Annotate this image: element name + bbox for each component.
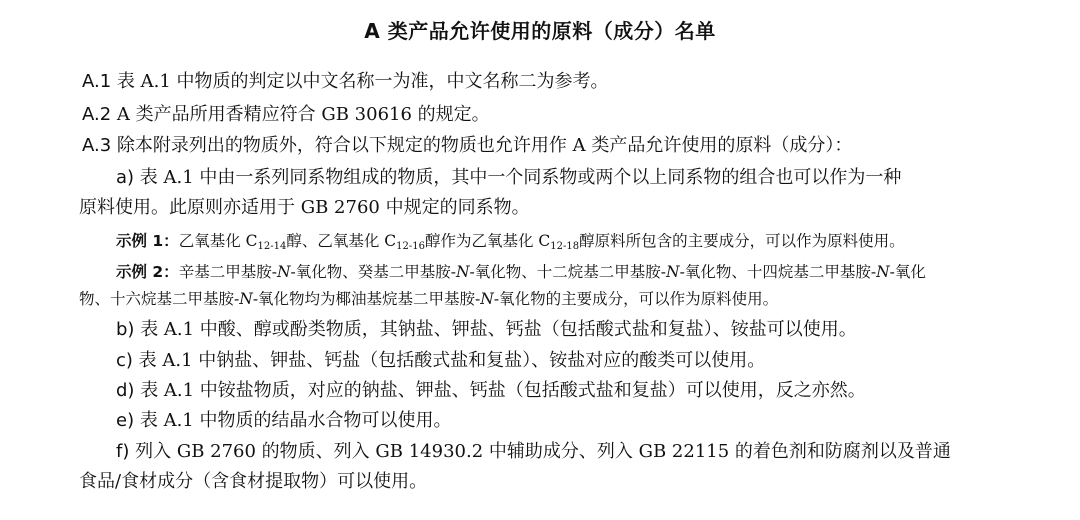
paragraph-a-line-2 xyxy=(79,196,530,220)
example-1 xyxy=(116,230,905,252)
paragraph-a-label: a) xyxy=(116,167,135,188)
example-2-line-2-part-4: N xyxy=(480,290,494,308)
example-2-line-2-part-5: -氧化物的主要成分，可以作为原料使用。 xyxy=(493,290,779,308)
paragraph-d-text: 表 A.1 中铵盐物质，对应的钠盐、钾盐、钙盐（包括酸式盐和复盐）可以使用，反之亦然。 xyxy=(140,380,866,401)
item-a1-text: 表 A.1 中物质的判定以中文名称一为准，中文名称二为参考。 xyxy=(111,71,609,92)
paragraph-f-text-2: 食品/食材成分（含食材提取物）可以使用。 xyxy=(79,471,428,492)
paragraph-b-text: 表 A.1 中酸、醇或酚类物质，其钠盐、钾盐、钙盐（包括酸式盐和复盐）、铵盐可以使用。 xyxy=(140,319,857,340)
example-1-subscript-1: 12-14 xyxy=(257,241,287,252)
example-2-line-1-part-4: N xyxy=(455,263,470,281)
paragraph-d-label: d) xyxy=(116,380,135,401)
item-a1 xyxy=(82,70,609,94)
example-1-segment-1: 乙氧基化 C xyxy=(178,232,258,250)
paragraph-b-label: b) xyxy=(116,319,135,340)
example-2-line-1-part-5: -氧化物、十二烷基二甲基胺- xyxy=(469,263,667,281)
item-a3-label: A.3 xyxy=(82,135,112,156)
paragraph-c-label: c) xyxy=(116,350,133,371)
document-title: A 类产品允许使用的原料（成分）名单 xyxy=(364,19,716,43)
example-2-label: 示例 2： xyxy=(116,263,179,281)
example-1-segment-3: 醇作为乙氧基化 C xyxy=(424,232,551,250)
paragraph-f-line-2 xyxy=(79,470,427,494)
paragraph-a-text-1: 表 A.1 中由一系列同系物组成的物质，其中一个同系物或两个以上同系物的组合也可以作为一种 xyxy=(139,167,902,188)
example-2-line-2-part-3: -氧化物均为椰油基烷基二甲基胺- xyxy=(252,290,481,308)
example-2-line-1-part-8: N xyxy=(876,263,890,281)
example-2-line-1-part-6: N xyxy=(666,263,680,281)
paragraph-e-text: 表 A.1 中物质的结晶水合物可以使用。 xyxy=(139,410,452,431)
example-2-line-1 xyxy=(116,261,926,283)
example-2-line-1-part-3: -氧化物、癸基二甲基胺- xyxy=(290,263,456,281)
example-1-label: 示例 1： xyxy=(116,232,179,250)
paragraph-e xyxy=(116,409,451,433)
paragraph-c-text: 表 A.1 中钠盐、钾盐、钙盐（包括酸式盐和复盐）、铵盐对应的酸类可以使用。 xyxy=(138,350,766,371)
paragraph-a-line-1 xyxy=(116,166,901,190)
paragraph-b xyxy=(116,318,857,342)
example-1-segment-4: 醇原料所包含的主要成分，可以作为原料使用。 xyxy=(579,232,905,250)
item-a3 xyxy=(82,134,852,158)
paragraph-c xyxy=(116,349,765,373)
paragraph-f-text-1: 列入 GB 2760 的物质、列入 GB 14930.2 中辅助成分、列入 GB 22115 的着色剂和防腐剂以及普通 xyxy=(135,441,951,462)
paragraph-d xyxy=(116,379,866,403)
example-2-line-2-part-1: 物、十六烷基二甲基胺- xyxy=(79,290,240,308)
example-2-line-2-part-2: N xyxy=(239,290,253,308)
paragraph-a-text-2: 原料使用。此原则亦适用于 GB 2760 中规定的同系物。 xyxy=(79,197,530,218)
item-a2-text: A 类产品所用香精应符合 GB 30616 的规定。 xyxy=(111,104,490,125)
example-2-line-2 xyxy=(79,288,778,310)
paragraph-f-line-1 xyxy=(116,440,951,464)
example-1-subscript-3: 12-18 xyxy=(550,241,580,252)
paragraph-e-label: e) xyxy=(116,410,135,431)
example-2-line-1-part-2: N xyxy=(276,263,291,281)
paragraph-f-label: f) xyxy=(116,441,130,462)
item-a2 xyxy=(82,103,490,127)
example-2-line-1-part-1: 辛基二甲基胺- xyxy=(178,263,277,281)
item-a3-text: 除本附录列出的物质外，符合以下规定的物质也允许用作 A 类产品允许使用的原料（成分）： xyxy=(111,135,853,156)
example-2-line-1-part-9: -氧化 xyxy=(889,263,926,281)
example-2-line-1-part-7: -氧化物、十四烷基二甲基胺- xyxy=(679,263,877,281)
item-a1-label: A.1 xyxy=(82,71,112,92)
example-1-segment-2: 醇、乙氧基化 C xyxy=(286,232,397,250)
item-a2-label: A.2 xyxy=(82,104,112,125)
example-1-subscript-2: 12-16 xyxy=(396,241,425,252)
